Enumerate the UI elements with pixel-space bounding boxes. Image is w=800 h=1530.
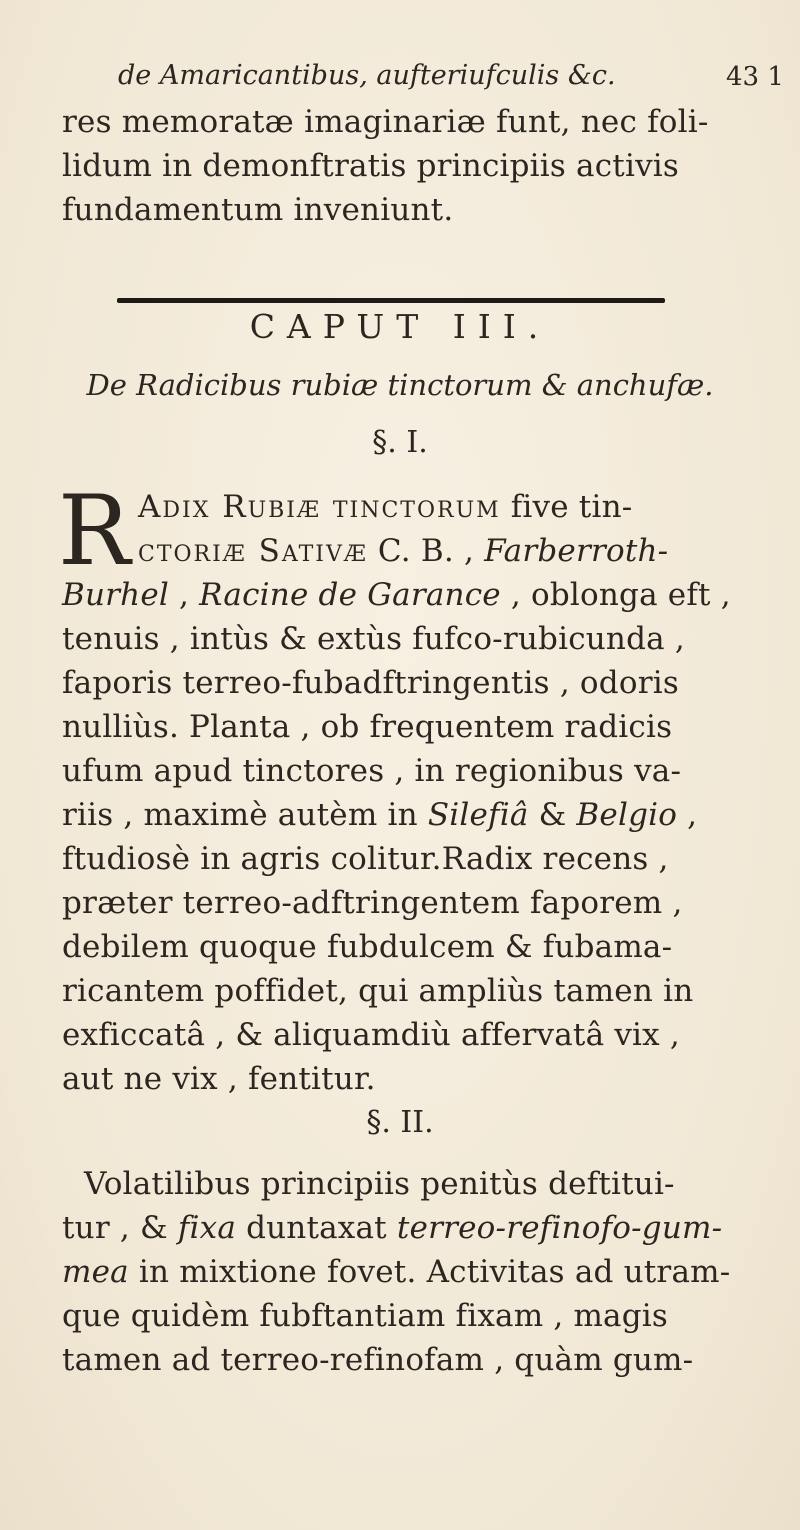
french-name: Racine de Garance bbox=[199, 577, 501, 613]
text-span: , bbox=[677, 797, 698, 833]
text-line: que quidèm fubftantiam fixam , magis bbox=[62, 1298, 668, 1334]
emphasis: terreo-refinofo-gum- bbox=[396, 1210, 723, 1246]
section-2-paragraph bbox=[62, 1162, 762, 1382]
text-line bbox=[62, 529, 762, 573]
text-line: ricantem poffidet, qui ampliùs tamen in bbox=[62, 973, 694, 1009]
chapter-title: CAPUT III. bbox=[249, 307, 551, 346]
drop-cap: R bbox=[58, 475, 131, 587]
place-name: Silefiâ bbox=[427, 797, 529, 833]
text-span: riis , maximè autèm in bbox=[62, 797, 428, 833]
text-line bbox=[62, 1250, 762, 1294]
text-line bbox=[62, 793, 762, 837]
chapter-subtitle: De Radicibus rubiæ tinctorum & anchufæ. bbox=[86, 368, 714, 402]
text-line: ftudiosè in agris colitur.Radix recens , bbox=[62, 841, 669, 877]
section-1-paragraph bbox=[62, 485, 762, 1101]
text-line: ufum apud tinctores , in regionibus va- bbox=[62, 753, 682, 789]
page-number: 43 1 bbox=[726, 62, 784, 92]
text-line: aut ne vix , fentitur. bbox=[62, 1061, 376, 1097]
text-span: & bbox=[528, 797, 577, 833]
emphasis: mea bbox=[62, 1254, 129, 1290]
text-line: tamen ad terreo-refinofam , quàm gum- bbox=[62, 1342, 694, 1378]
text-span: , bbox=[169, 577, 200, 613]
text-line: Volatilibus principiis penitùs deftitui- bbox=[84, 1166, 675, 1202]
text-span: C. B. , bbox=[367, 533, 485, 569]
running-head: de Amaricantibus, aufteriufculis &c. bbox=[118, 60, 616, 91]
plant-name: ctoriæ Sativæ bbox=[138, 533, 368, 569]
text-line: nulliùs. Planta , ob frequentem radicis bbox=[62, 709, 673, 745]
intro-paragraph bbox=[62, 100, 762, 232]
text-line: debilem quoque fubdulcem & fubama- bbox=[62, 929, 673, 965]
text-span: five tin- bbox=[500, 489, 633, 525]
text-line: tenuis , intùs & extùs fufco-rubicunda , bbox=[62, 621, 685, 657]
german-name: Farberroth- bbox=[484, 533, 669, 569]
plant-name: Adix Rubiæ tinctorum bbox=[138, 489, 501, 525]
german-name: Burhel bbox=[62, 577, 169, 613]
text-line: exficcatâ , & aliquamdiù affervatâ vix , bbox=[62, 1017, 680, 1053]
text-span: duntaxat bbox=[236, 1210, 397, 1246]
text-line: fundamentum inveniunt. bbox=[62, 192, 454, 228]
text-span: tur , & bbox=[62, 1210, 178, 1246]
text-line bbox=[62, 1206, 762, 1250]
text-line bbox=[62, 485, 762, 529]
text-line bbox=[62, 573, 762, 617]
emphasis: fixa bbox=[177, 1210, 237, 1246]
section-heading-2: §. II. bbox=[366, 1105, 434, 1140]
text-span: , oblonga eft , bbox=[500, 577, 731, 613]
text-span: in mixtione fovet. Activitas ad utram- bbox=[128, 1254, 731, 1290]
text-line: faporis terreo-fubadftringentis , odoris bbox=[62, 665, 679, 701]
text-line: res memoratæ imaginariæ funt, nec foli- bbox=[62, 104, 709, 140]
text-line: præter terreo-adftringentem faporem , bbox=[62, 885, 683, 921]
text-line: lidum in demonftratis principiis activis bbox=[62, 148, 680, 184]
section-heading-1: §. I. bbox=[372, 425, 428, 460]
place-name: Belgio bbox=[576, 797, 678, 833]
